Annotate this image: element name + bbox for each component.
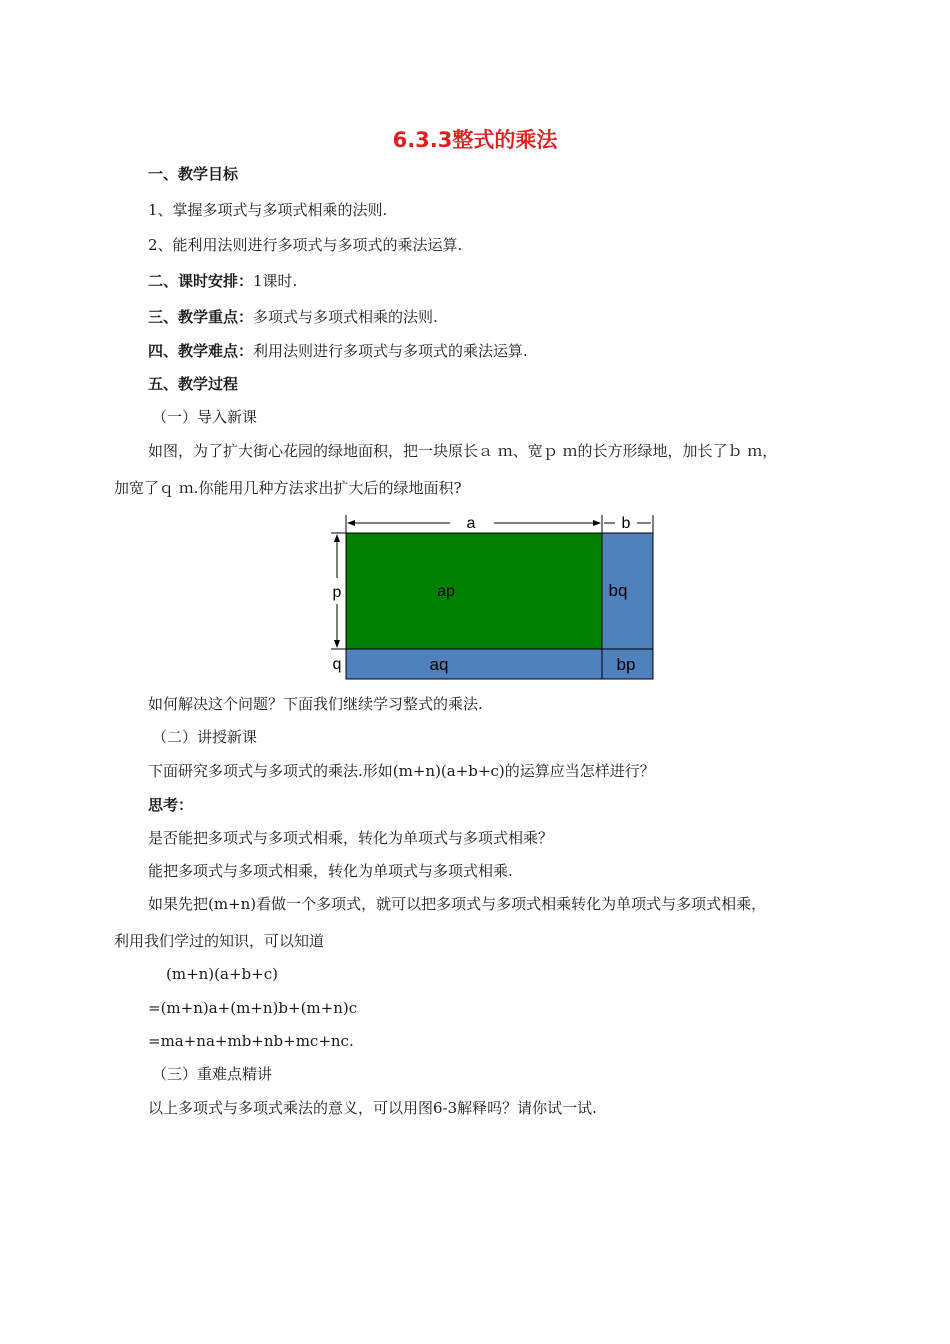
equation-line-1: (m+n)(a+b+c) — [166, 965, 278, 983]
key-point-text: 多项式与多项式相乘的法则. — [253, 308, 438, 326]
key-point-line — [148, 307, 438, 327]
region-ap — [346, 533, 602, 649]
schedule-line — [148, 271, 297, 291]
part2-paragraph-line1: 如果先把(m+n)看做一个多项式，就可以把多项式与多项式相乘转化为单项式与多项式相乘， — [148, 895, 767, 913]
section-heading-schedule: 二、课时安排： — [148, 272, 254, 290]
area-label-ap: ap — [437, 583, 455, 600]
area-label-bq: bq — [608, 581, 628, 600]
area-label-bp: bp — [616, 655, 636, 674]
schedule-text: 1课时. — [253, 272, 298, 290]
label-p: p — [332, 584, 342, 601]
section-heading-process: 五、教学过程 — [148, 375, 239, 393]
part1-title: （一）导入新课 — [152, 408, 258, 426]
arrowhead — [593, 520, 601, 526]
equation-line-3: =ma+na+mb+nb+mc+nc. — [148, 1032, 354, 1050]
arrowhead — [347, 520, 355, 526]
section-heading-objectives: 一、教学目标 — [148, 165, 239, 183]
part2-paragraph-line2: 利用我们学过的知识，可以知道 — [114, 932, 325, 950]
part1-paragraph-line1: 如图，为了扩大街心花园的绿地面积，把一块原长ａ ｍ、宽ｐ ｍ的长方形绿地，加长了ｂ ｍ， — [148, 442, 778, 460]
part1-paragraph-line2: 加宽了ｑ ｍ.你能用几种方法求出扩大后的绿地面积? — [114, 479, 462, 497]
part3-text: 以上多项式与多项式乘法的意义，可以用图6-3解释吗？请你试一试. — [148, 1099, 597, 1117]
think-question: 是否能把多项式与多项式相乘，转化为单项式与多项式相乘？ — [148, 829, 554, 847]
label-b: b — [621, 515, 631, 532]
think-label: 思考： — [148, 796, 194, 814]
section-heading-key-point: 三、教学重点： — [148, 308, 254, 326]
arrowhead — [334, 534, 340, 542]
area-label-aq: aq — [429, 655, 449, 674]
part2-intro: 下面研究多项式与多项式的乘法.形如(m+n)(a+b+c)的运算应当怎样进行？ — [148, 762, 655, 780]
think-answer: 能把多项式与多项式相乘，转化为单项式与多项式相乘. — [148, 862, 513, 880]
equation-line-2: =(m+n)a+(m+n)b+(m+n)c — [148, 999, 358, 1017]
difficulty-line — [148, 341, 528, 361]
region-aq — [346, 649, 602, 679]
after-figure-text: 如何解决这个问题？下面我们继续学习整式的乘法. — [148, 695, 483, 713]
label-a: a — [466, 515, 476, 532]
part2-title: （二）讲授新课 — [152, 728, 258, 746]
difficulty-text: 利用法则进行多项式与多项式的乘法运算. — [253, 342, 528, 360]
objective-item-2: 2、能利用法则进行多项式与多项式的乘法运算. — [148, 236, 463, 254]
document-title: 6.3.3整式的乘法 — [392, 128, 558, 152]
label-q: q — [332, 656, 342, 673]
objective-item-1: 1、掌握多项式与多项式相乘的法则. — [148, 201, 388, 219]
section-heading-difficulty: 四、教学难点： — [148, 342, 254, 360]
part3-title: （三）重难点精讲 — [152, 1065, 273, 1083]
area-diagram — [328, 512, 658, 684]
arrowhead — [334, 640, 340, 648]
